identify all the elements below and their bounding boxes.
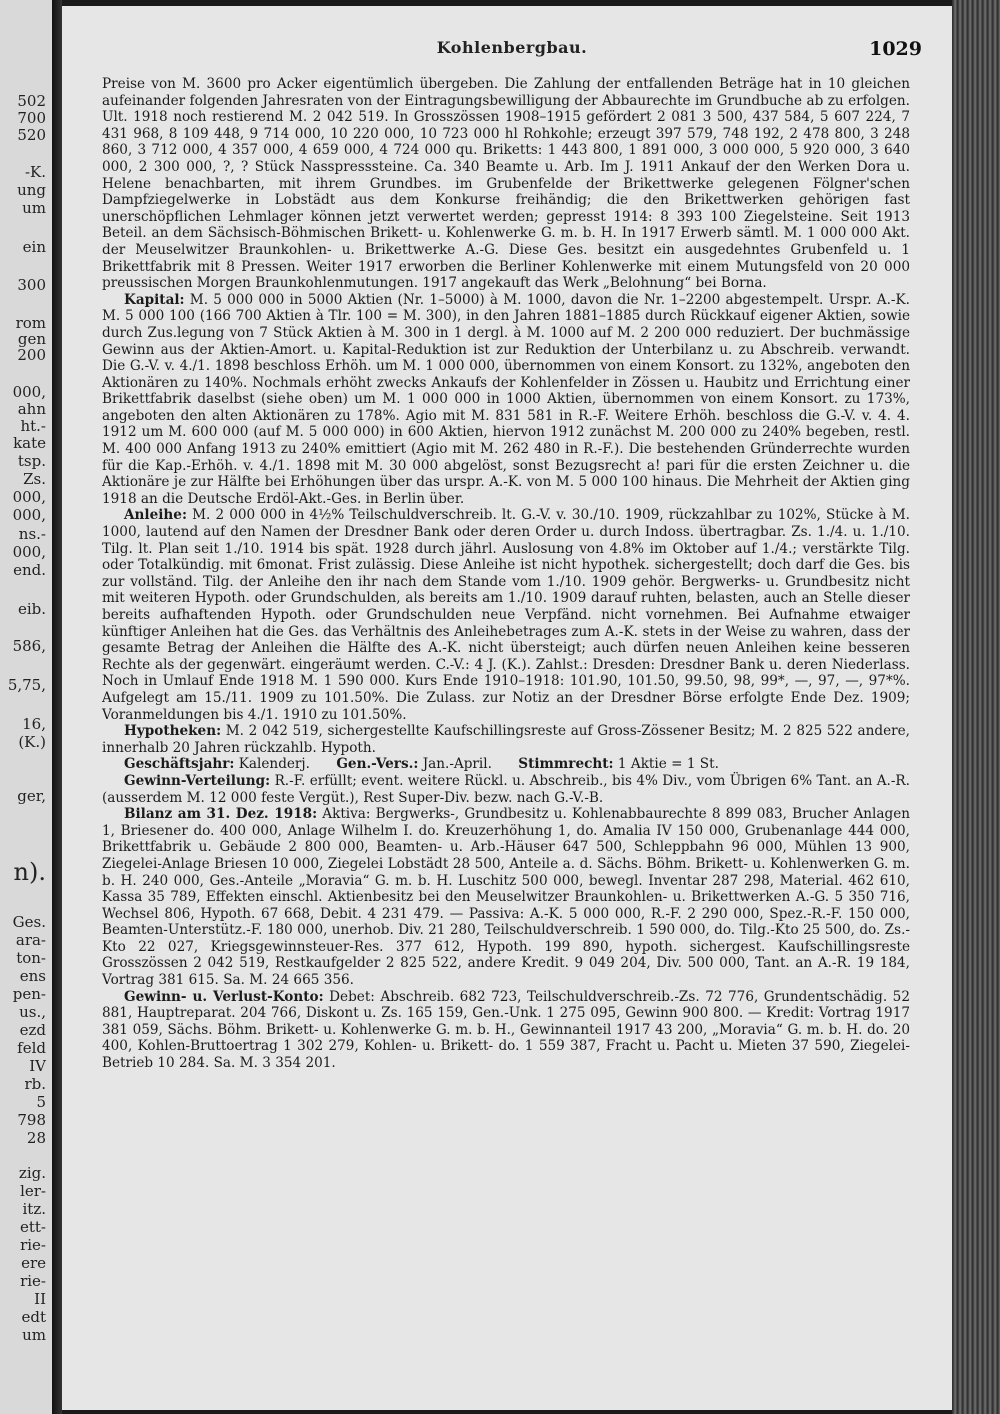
margin-fragment: 000,	[12, 543, 46, 561]
margin-fragment: eib.	[17, 600, 46, 618]
section-label: Kapital:	[124, 291, 185, 308]
section-anleihe	[102, 507, 910, 723]
section-gewinn-verlust-konto	[102, 989, 910, 1072]
margin-fragment: rie-	[20, 1236, 46, 1254]
margin-fragment: 586,	[12, 637, 46, 655]
section-label: Gewinn- u. Verlust-Konto:	[124, 988, 324, 1005]
margin-fragment: ein	[22, 238, 46, 256]
margin-fragment: ton-	[16, 949, 46, 967]
adjacent-page-fragment	[0, 0, 52, 1414]
margin-fragment: 798	[17, 1111, 46, 1129]
margin-fragment: ett-	[19, 1218, 46, 1236]
section-geschaeftsjahr	[102, 756, 910, 773]
page-header	[62, 38, 962, 62]
margin-fragment: n).	[13, 858, 46, 886]
section-text: M. 2 042 519, sichergestellte Kaufschillingsreste auf Gross-Zössener Besitz; M. 2 825 522 andere, innerhalb 20 Jahren rückzahlb. Hypoth.	[102, 723, 910, 756]
margin-fragment: 200	[17, 346, 46, 364]
margin-fragment: ara-	[15, 931, 46, 949]
section-text: Aktiva: Bergwerks-, Grundbesitz u. Kohlenabbaurechte 8 899 083, Brucher Anlagen 1, Briesener do. 400 000, Anlage Wilhelm I. do. Kreuzerhöhung 1, do. Amalia IV 150 000, Grubenanlage 444 000, Brikettfabrik u. Gebäude 2 800 000, Beamten- u. Arb.-Häuser 647 500, Schleppbahn 96 000, Mühlen 13 900, Ziegelei-Anlage Briesen 10 000, Ziegelei Lobstädt 28 500, Anteile a. d. Sächs. Böhm. Brikett- u. Kohlenwerken G. m. b. H. 240 000, Ges.-Anteile „Moravia“ G. m. b. H. Luschitz 500 000, bewegl. Inventar 287 298, Material. 462 610, Kassa 35 789, Effekten einschl. Aktienbesitz bei den Meuselwitzer Braunkohlen- u. Brikettwerken A.-G. 5 350 716, Wechsel 806, Hypoth. 67 668, Debit. 4 231 479. — Passiva: A.-K. 5 000 000, R.-F. 2 290 000, Spez.-R.-F. 150 000, Beamten-Unterstütz.-F. 180 000, unerhob. Div. 21 280, Teilschuldverschreib. 1 590 000, do. Tilg.-Kto 25 500, do. Zs.-Kto 22 027, Kriegsgewinnsteuer-Res. 377 612, Hypoth. 199 890, hypoth. sichergest. Kaufschillingsreste Grosszössen 2 042 519, Restkaufgelder 2 825 522, andere Kredit. 9 049 204, Div. 500 000, Tant. an A.-R. 19 184, Vortrag 381 615. Sa. M. 24 665 356.	[102, 806, 910, 989]
margin-fragment: rb.	[24, 1075, 46, 1093]
margin-fragment: 28	[26, 1129, 46, 1147]
margin-fragment: itz.	[22, 1200, 46, 1218]
section-text: 1 Aktie = 1 St.	[617, 756, 719, 773]
section-label: Geschäftsjahr:	[124, 756, 235, 773]
margin-fragment: um	[22, 199, 46, 217]
margin-fragment: -K.	[24, 163, 46, 181]
section-bilanz	[102, 806, 910, 989]
section-text: R.-F. erfüllt; event. weitere Rückl. u. Abschreib., bis 4% Div., vom Übrigen 6% Tant. an A.-R. (ausserdem M. 12 000 feste Vergüt.), Rest Super-Div. bezw. nach G.-V.-B.	[102, 772, 910, 806]
margin-fragment: ere	[21, 1254, 46, 1272]
margin-fragment: 300	[17, 276, 46, 294]
paragraph-text: Preise von M. 3600 pro Acker eigentümlich übergeben. Die Zahlung der entfallenden Beträge hat in 10 gleichen aufeinander folgenden Jahresraten von der Eintragungsbewilligung der Abbaurechte im Grundbuche ab zu erfolgen. Ult. 1918 noch restierend M. 2 042 519. In Grosszössen 1908–1915 gefördert 2 081 3 500, 437 584, 5 607 224, 7 431 968, 8 109 448, 9 714 000, 10 220 000, 10 723 000 hl Rohkohle; erzeugt 397 579, 748 192, 2 478 800, 3 248 860, 3 712 000, 4 357 000, 4 659 000, 4 724 000 qu. Briketts: 1 443 800, 1 891 000, 3 000 000, 5 920 000, 3 640 000, 2 300 000, ?, ? Stück Nasspresssteine. Ca. 340 Beamte u. Arb. Im J. 1911 Ankauf der den Werken Dora u. Helene benachbarten, mit ihrem Grundbes. im Grubenfelde der Brikettwerke gelegenen Fölgner'schen Dampfziegelwerke in Lobstädt aus dem Konkurse freihändig; die den Brikettwerken gehörigen fast unerschöpflichen Lehmlager können jetzt verwertet werden; gepresst 1914: 8 393 100 Ziegelsteine. Seit 1913 Beteil. an dem Sächsisch-Böhmischen Brikett- u. Kohlenwerke G. m. b. H. In 1917 Erwerb sämtl. M. 1 000 000 Akt. der Meuselwitzer Braunkohlen- u. Brikettwerke A.-G. Diese Ges. besitzt ein ausgedehntes Grubenfeld u. 1 Brikettfabrik mit 8 Pressen. Weiter 1917 erworben die Berliner Kohlenwerke mit einem Mutungsfeld von 20 000 preussischen Morgen Braunkohlenmutungen. 1917 angekauft das Werk „Belohnung“ bei Borna.	[102, 76, 910, 292]
section-text: Debet: Abschreib. 682 723, Teilschuldverschreib.-Zs. 72 776, Grundentschädig. 52 881, Hauptreparat. 204 766, Diskont u. Zs. 165 159, Gen.-Unk. 1 275 095, Gewinn 900 800. — Kredit: Vortrag 1917 381 059, Sächs. Böhm. Brikett- u. Kohlenwerke G. m. b. H., Gewinnanteil 1917 43 200, „Moravia“ G. m. b. H. do. 20 400, Kohlen-Bruttoertrag 1 302 279, Kohlen- u. Brikett- do. 1 559 387, Fracht u. Pacht u. Mieten 37 590, Ziegelei-Betrieb 10 284. Sa. M. 3 354 201.	[102, 988, 910, 1072]
margin-fragment: gen	[17, 330, 46, 348]
margin-fragment: 000,	[12, 506, 46, 524]
running-title: Kohlenbergbau.	[436, 38, 588, 57]
section-hypotheken	[102, 723, 910, 756]
margin-fragment: kate	[13, 434, 46, 452]
section-text: Jan.-April.	[422, 756, 492, 773]
section-label: Hypotheken:	[124, 723, 222, 740]
section-label: Gewinn-Verteilung:	[124, 772, 271, 789]
margin-fragment: feld	[17, 1039, 46, 1057]
margin-fragment: IV	[29, 1057, 46, 1075]
paragraph-intro	[102, 76, 910, 292]
book-gutter	[52, 0, 62, 1414]
margin-fragment: 5,75,	[7, 676, 46, 694]
margin-fragment: zig.	[18, 1164, 46, 1182]
page-body	[102, 76, 910, 1072]
section-text: M. 5 000 000 in 5000 Aktien (Nr. 1–5000) à M. 1000, davon die Nr. 1–2200 abgestempelt. Urspr. A.-K. M. 5 000 100 (166 700 Aktien à Tlr. 100 = M. 300), in den Jahren 1881–1885 durch Rückkauf eigener Aktien, sowie durch Zus.legung von 7 Stück Aktien à M. 300 in 1 dergl. à M. 1000 auf M. 2 200 000 reduziert. Der buchmässige Gewinn aus der Aktien-Amort. u. Kapital-Reduktion ist zur Reduktion der Unterbilanz u. zu Abschreib. verwandt. Die G.-V. v. 4./1. 1898 beschloss Erhöh. um M. 1 000 000, übernommen von einem Konsort. zu 132%, angeboten den Aktionären zu 140%. Nochmals erhöht zwecks Ankaufs der Kohlenfelder in Zössen u. Haubitz und Errichtung einer Brikettfabrik daselbst (siehe oben) um M. 1 000 000 in 1000 Aktien, übernommen von einem Konsort. zu 173%, angeboten den alten Aktionären zu 178%. Agio mit M. 831 581 in R.-F. Weitere Erhöh. beschloss die G.-V. v. 4. 4. 1912 um M. 600 000 (auf M. 5 000 000) in 600 Aktien, hiervon 1912 zunächst M. 200 000 zu 240% begeben, restl. M. 400 000 Anfang 1913 zu 240% emittiert (Agio mit M. 262 480 in R.-F.). Die bestehenden Gründerrechte wurden für die Kap.-Erhöh. v. 4./1. 1898 mit M. 30 000 abgelöst, sonst Bezugsrecht a! pari für die ersten Zeichner u. die Aktionäre je zur Hälfte bei Erhöhungen über das urspr. A.-K. von M. 5 000 100 hinaus. Die Mehrheit der Aktien ging 1918 an die Deutsche Erdöl-Akt.-Ges. in Berlin über.	[102, 291, 910, 507]
page-stack-edge	[952, 0, 1000, 1414]
section-label: Stimmrecht:	[518, 756, 614, 773]
margin-fragment: end.	[13, 561, 46, 579]
margin-fragment: Zs.	[23, 470, 46, 488]
section-label: Gen.-Vers.:	[336, 756, 419, 773]
section-kapital	[102, 292, 910, 508]
margin-fragment: Ges.	[12, 913, 46, 931]
margin-fragment: us.,	[19, 1003, 46, 1021]
margin-fragment: rie-	[20, 1272, 46, 1290]
margin-fragment: ahn	[17, 400, 46, 418]
margin-fragment: um	[22, 1326, 46, 1344]
margin-fragment: pen-	[12, 985, 46, 1003]
margin-fragment: 520	[17, 126, 46, 144]
margin-fragment: 000,	[12, 383, 46, 401]
margin-fragment: tsp.	[17, 452, 46, 470]
margin-fragment: ler-	[20, 1182, 46, 1200]
page-number: 1029	[869, 38, 922, 60]
section-text: Kalenderj.	[238, 756, 310, 773]
margin-fragment: ht.-	[20, 417, 46, 435]
section-label: Anleihe:	[124, 507, 187, 524]
section-label: Bilanz am 31. Dez. 1918:	[124, 806, 318, 823]
margin-fragment: ung	[17, 181, 46, 199]
section-gewinn-verteilung	[102, 773, 910, 806]
margin-fragment: 5	[36, 1093, 46, 1111]
margin-fragment: II	[34, 1290, 46, 1308]
margin-fragment: 000,	[12, 488, 46, 506]
margin-fragment: 16,	[22, 715, 46, 733]
margin-fragment: edt	[21, 1308, 46, 1326]
margin-fragment: (K.)	[18, 733, 46, 751]
margin-fragment: rom	[15, 314, 46, 332]
margin-fragment: ger,	[17, 787, 46, 805]
margin-fragment: ns.-	[18, 525, 46, 543]
margin-fragment: 502	[17, 92, 46, 110]
margin-fragment: ens	[19, 967, 46, 985]
margin-fragment: 700	[17, 109, 46, 127]
book-page	[62, 6, 962, 1410]
margin-fragment: ezd	[19, 1021, 46, 1039]
section-text: M. 2 000 000 in 4½% Teilschuldverschreib. lt. G.-V. v. 30./10. 1909, rückzahlbar zu 102%, Stücke à M. 1000, lautend auf den Namen der Dresdner Bank oder deren Order u. durch Indoss. übertragbar. Zs. 1./4. u. 1./10. Tilg. lt. Plan seit 1./10. 1914 bis spät. 1928 durch jährl. Auslosung von 4.8% im Oktober auf 1./4.; verstärkte Tilg. oder Totalkündig. mit 6monat. Frist zulässig. Diese Anleihe ist nicht hypothek. sichergestellt; doch darf die Ges. bis zur vollständ. Tilg. der Anleihe den ihr nach dem Stande vom 1./10. 1909 gehör. Bergwerks- u. Grundbesitz nicht mit weiteren Hypoth. oder Grundschulden, als bereits am 1./10. 1909 darauf ruhten, belasten, auch an Stelle dieser bereits aufhaftenden Hypoth. oder Grundschulden neue Verpfänd. nicht vornehmen. Bei Aufnahme etwaiger künftiger Anleihen hat die Ges. das Verhältnis des Anleihebetrages zum A.-K. stets in der Weise zu wahren, dass der gesamte Betrag der Anleihen die Hälfte des A.-K. nicht übersteigt; auch dürfen neuen Anleihen keine besseren Rechte als der gegenwärt. eingeräumt werden. C.-V.: 4 J. (K.). Zahlst.: Dresden: Dresdner Bank u. deren Niederlass. Noch in Umlauf Ende 1918 M. 1 590 000. Kurs Ende 1910–1918: 101.90, 101.50, 99.50, 98, 99*, —, 97, —, 97*%. Aufgelegt am 15./11. 1909 zu 101.50%. Die Zulass. zur Notiz an der Dresdner Börse erfolgte Ende Dez. 1909; Voranmeldungen bis 4./1. 1910 zu 101.50%.	[102, 507, 910, 723]
